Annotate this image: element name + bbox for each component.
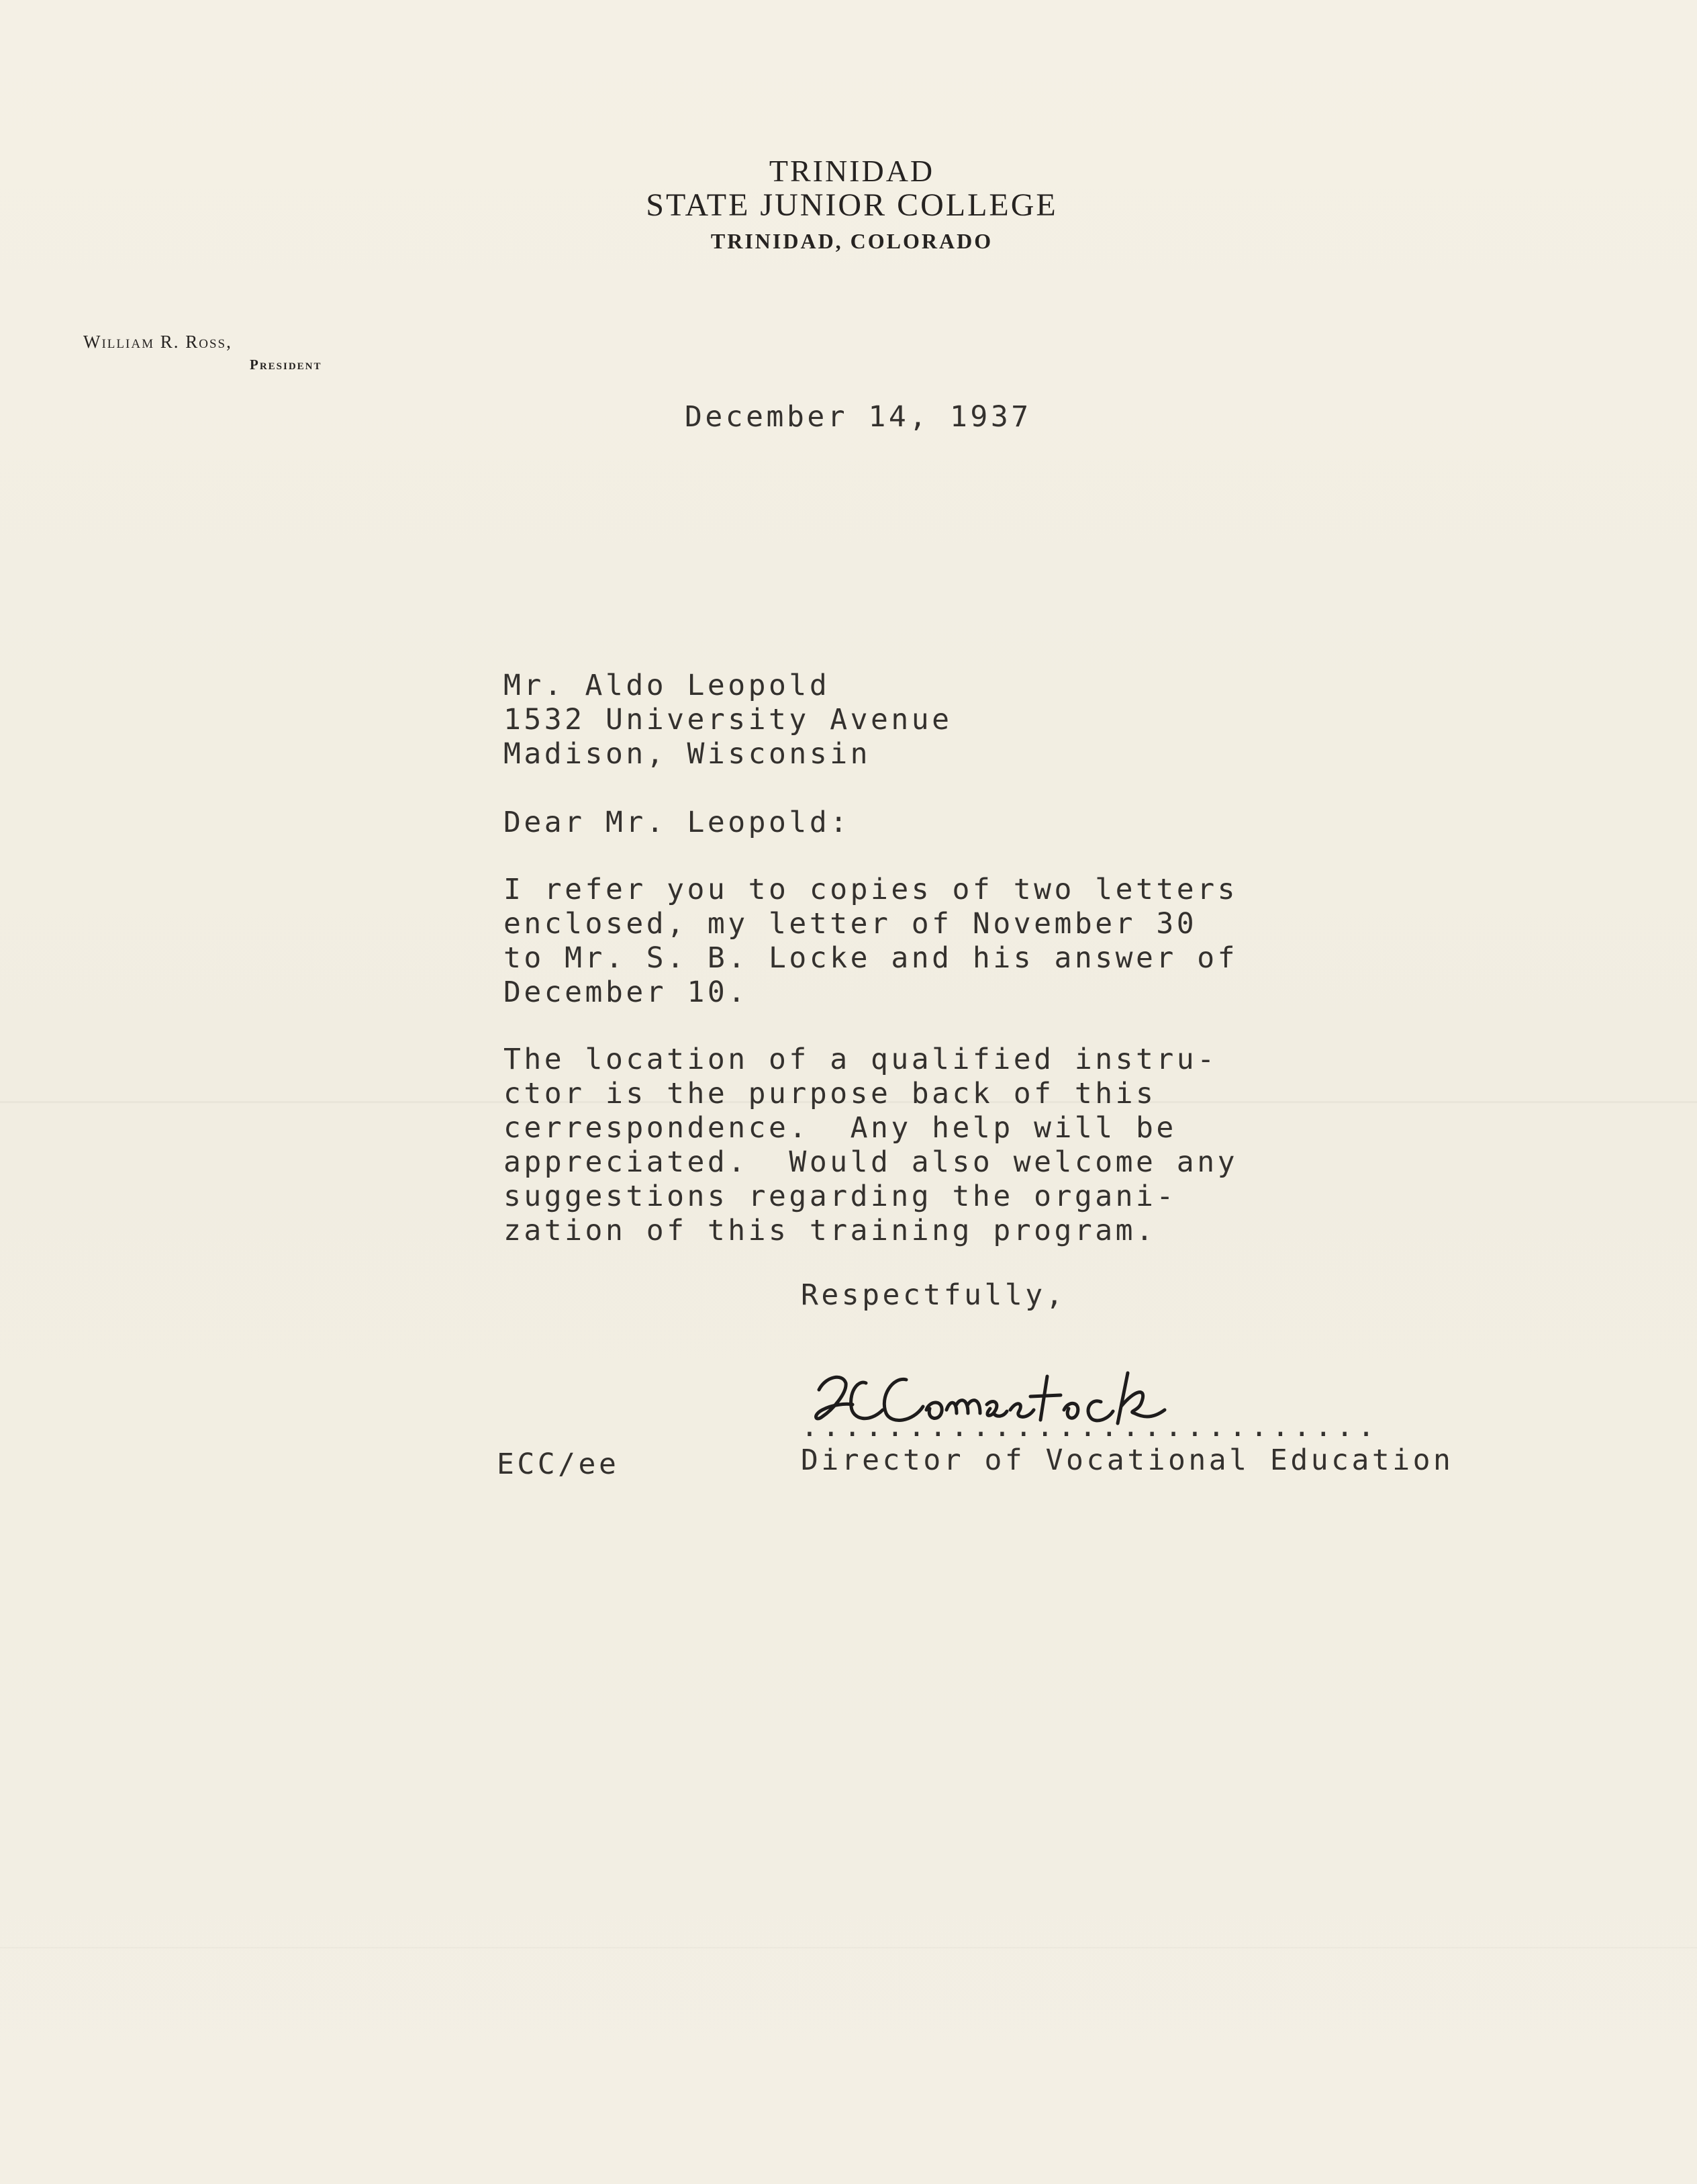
address-line: 1532 University Avenue [503,703,953,737]
body-line: suggestions regarding the organi- [503,1180,1177,1213]
signer-title: Director of Vocational Education [801,1443,1454,1477]
letter-date: December 14, 1937 [685,400,1032,434]
president-title: President [250,357,322,373]
recipient-address [503,669,953,771]
body-line: cerrespondence. Any help will be [503,1111,1177,1145]
signature-line: ........................... [801,1410,1379,1443]
body-line: to Mr. S. B. Locke and his answer of [503,941,1238,975]
salutation: Dear Mr. Leopold: [503,806,851,839]
body-line: The location of a qualified instru- [503,1043,1218,1076]
body-paragraph-1 [503,873,1238,1010]
body-line: ctor is the purpose back of this [503,1077,1157,1110]
president-name: William R. Ross, [83,332,232,352]
body-line: I refer you to copies of two letters [503,873,1238,906]
address-line: Mr. Aldo Leopold [503,669,830,702]
body-paragraph-2 [503,1043,1238,1248]
letterhead-college-name: STATE JUNIOR COLLEGE [646,187,1058,223]
body-line: zation of this training program. [503,1214,1157,1247]
paper-fold [0,1947,1697,1948]
reference-initials: ECC/ee [497,1447,620,1481]
body-line: December 10. [503,976,748,1009]
letterhead-location: TRINIDAD, COLORADO [710,229,993,253]
body-line: enclosed, my letter of November 30 [503,907,1198,941]
address-line: Madison, Wisconsin [503,737,871,771]
body-line: appreciated. Would also welcome any [503,1145,1238,1179]
closing: Respectfully, [801,1278,1067,1312]
letterhead-line-1: TRINIDAD [769,154,935,188]
